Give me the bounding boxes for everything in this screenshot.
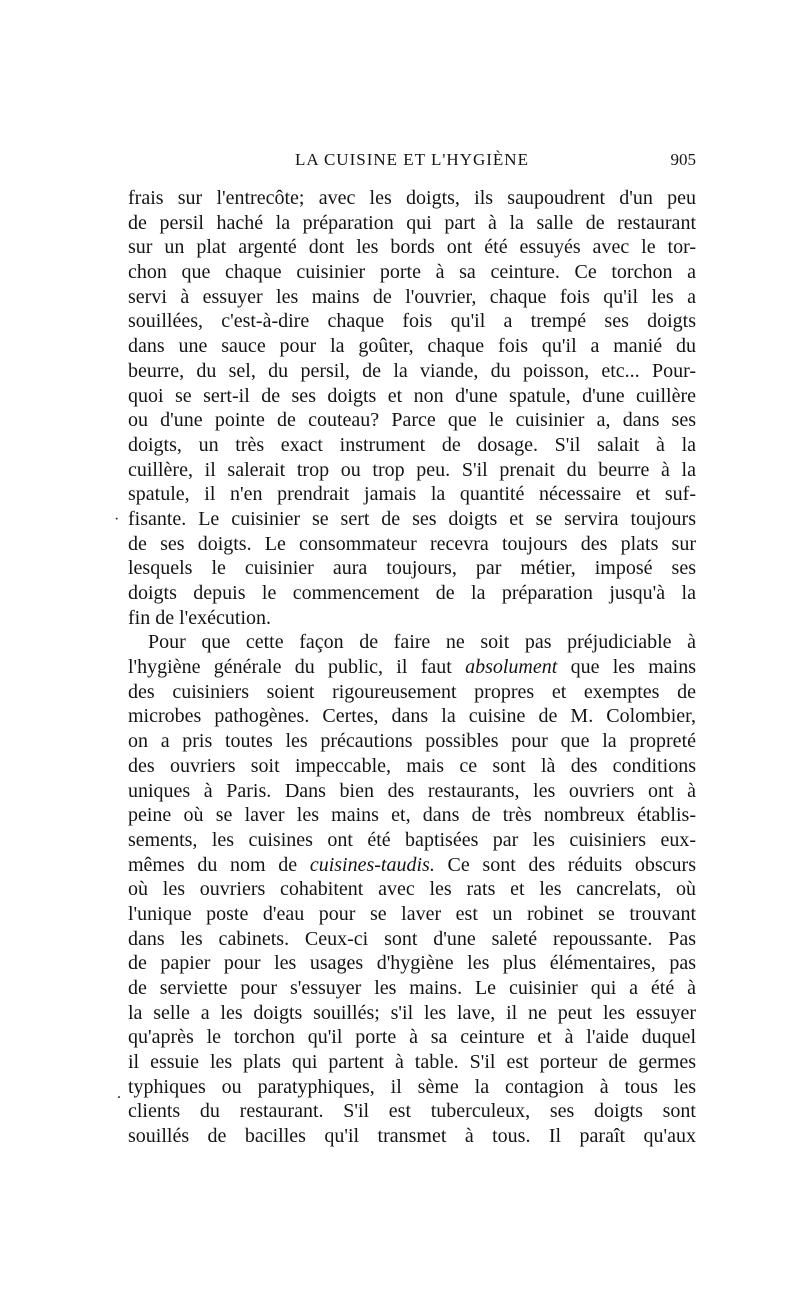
text-line: la selle a les doigts souillés; s'il les lave, il ne peut les essuyer [128,1001,696,1024]
text-segment: l'hygiène générale du public, il faut [128,656,452,679]
running-head [128,150,696,180]
text-line: spatule, il n'en prendrait jamais la quantité nécessaire et suf- [128,483,696,506]
text-line: sements, les cuisines ont été baptisées par les cuisiniers eux- [128,828,696,851]
emphasis-text: cuisines-taudis. [309,853,435,876]
text-line: des ouvriers soit impeccable, mais ce sont là des conditions [128,754,696,777]
text-line: l'unique poste d'eau pour se laver est un robinet se trouvant [128,902,696,925]
text-line: souillées, c'est-à-dire chaque fois qu'il a trempé ses doigts [128,310,696,333]
text-line: souillés de bacilles qu'il transmet à tous. Il paraît qu'aux [128,1125,696,1148]
text-line: typhiques ou paratyphiques, il sème la contagion à tous les [128,1075,696,1098]
text-line: de papier pour les usages d'hygiène les plus élémentaires, pas [128,952,696,975]
text-line: microbes pathogènes. Certes, dans la cuisine de M. Colombier, [128,705,696,728]
text-line: il essuie les plats qui partent à table. S'il est porteur de germes [128,1051,696,1074]
text-line: uniques à Paris. Dans bien des restaurants, les ouvriers ont à [128,779,696,802]
text-line: clients du restaurant. S'il est tuberculeux, ses doigts sont [128,1100,696,1123]
text-line: de persil haché la préparation qui part à la salle de restaurant [128,211,696,234]
text-line: où les ouvriers cohabitent avec les rats et les cancrelats, où [128,878,696,901]
paragraph-start-line: Pour que cette façon de faire ne soit pas préjudiciable à [148,631,696,654]
text-line: dans les cabinets. Ceux-ci sont d'une saleté repoussante. Pas [128,927,696,950]
text-line: de ses doigts. Le consommateur recevra toujours des plats sur [128,532,696,555]
body-text [128,186,696,1149]
text-line: peine où se laver les mains et, dans de très nombreux établis- [128,804,696,827]
text-line: cuillère, il salerait trop ou trop peu. S'il prenait du beurre à la [128,458,696,481]
margin-mark: . [117,1085,121,1102]
text-line: ou d'une pointe de couteau? Parce que le cuisinier a, dans ses [128,409,696,432]
text-line: servi à essuyer les mains de l'ouvrier, chaque fois qu'il les a [128,285,696,308]
margin-mark: · [114,511,120,528]
text-line: beurre, du sel, du persil, de la viande, du poisson, etc... Pour- [128,359,696,382]
text-line: dans une sauce pour la goûter, chaque fois qu'il a manié du [128,335,696,358]
text-line: quoi se sert-il de ses doigts et non d'une spatule, d'une cuillère [128,384,696,407]
text-segment: Ce sont des réduits obscurs [447,853,696,876]
text-line: doigts, un très exact instrument de dosage. S'il salait à la [128,433,696,456]
text-line: fisante. Le cuisinier se sert de ses doigts et se servira toujours [128,507,696,530]
paragraph-end-line: fin de l'exécution. [128,606,271,629]
text-segment: que les mains [570,656,697,679]
text-line: sur un plat argenté dont les bords ont été essuyés avec le tor- [128,236,696,259]
text-line: de serviette pour s'essuyer les mains. Le cuisinier qui a été à [128,977,696,999]
emphasis-text: absolument [465,656,558,679]
text-line: frais sur l'entrecôte; avec les doigts, ils saupoudrent d'un peu [128,187,696,209]
text-line: qu'après le torchon qu'il porte à sa ceinture et à l'aide duquel [128,1026,696,1049]
text-segment: mêmes du nom de [128,853,298,876]
text-line: des cuisiniers soient rigoureusement propres et exemptes de [128,680,696,703]
text-line: doigts depuis le commencement de la préparation jusqu'à la [128,582,696,604]
running-title: LA CUISINE ET L'HYGIÈNE [295,150,529,169]
text-line-with-emphasis [128,853,696,878]
text-line: chon que chaque cuisinier porte à sa ceinture. Ce torchon a [128,261,696,284]
page-number: 905 [670,150,696,169]
text-line: lesquels le cuisinier aura toujours, par métier, imposé ses [128,557,696,580]
text-line-with-emphasis [128,655,696,680]
text-line: on a pris toutes les précautions possibles pour que la propreté [128,730,696,753]
